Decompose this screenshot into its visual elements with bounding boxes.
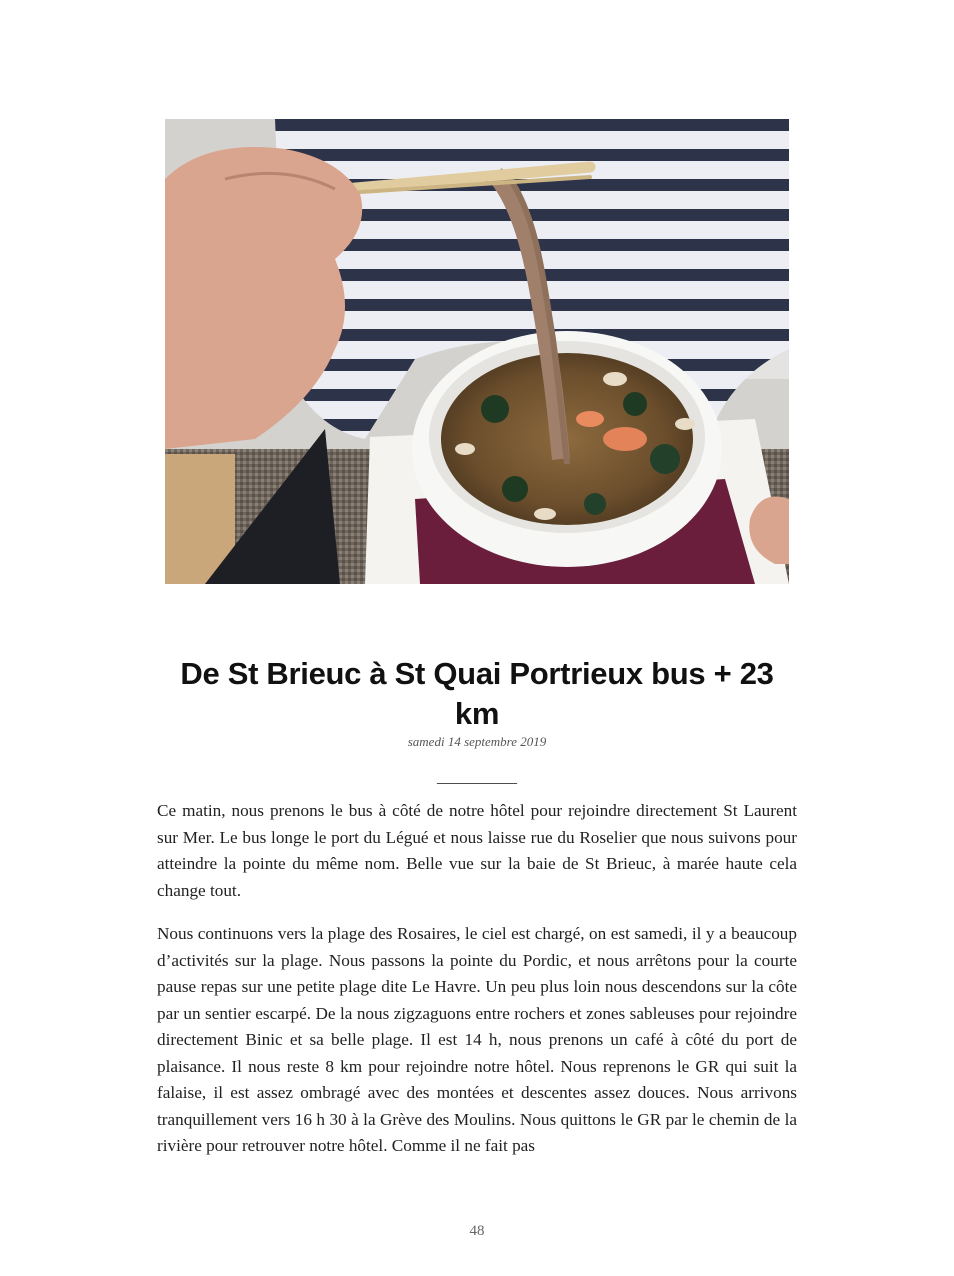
page-number: 48 xyxy=(469,1223,485,1239)
article-date: samedi 14 septembre 2019 xyxy=(407,734,547,749)
article-body xyxy=(157,798,797,1177)
section-separator: __________ xyxy=(437,769,517,786)
noodle-soup-photo xyxy=(165,119,789,584)
paragraph: Nous continuons vers la plage des Rosaires, le ciel est chargé, on est samedi, il y a beaucoup d’activités sur la plage. Nous passons la pointe du Pordic, et nous arrêtons pour la courte pause repas sur une petite plage dite Le Havre. Un peu plus loin nous descendons sur la côte par un sentier escarpé. De la nous zigzaguons entre rochers et zones sableuses pour rejoindre directement Binic et sa belle plage. Il est 14 h, nous prenons un café à côté du port de plaisance. Il nous reste 8 km pour rejoindre notre hôtel. Nous reprenons le GR qui suit la falaise, il est assez ombragé avec des montées et descentes assez douces. Nous arrivons tranquillement vers 16 h 30 à la Grève des Moulins. Nous quittons le GR par le chemin de la rivière pour retrouver notre hôtel. Comme il ne fait pas xyxy=(157,924,797,1155)
paragraph: Ce matin, nous prenons le bus à côté de notre hôtel pour rejoindre directement St Laurent sur Mer. Le bus longe le port du Légué et nous laisse rue du Roselier que nous suivons pour atteindre la pointe du même nom. Belle vue sur la baie de St Brieuc, à marée haute cela change tout. xyxy=(157,801,797,900)
article-title: De St Brieuc à St Quai Portrieux bus + 23 km xyxy=(180,656,774,731)
